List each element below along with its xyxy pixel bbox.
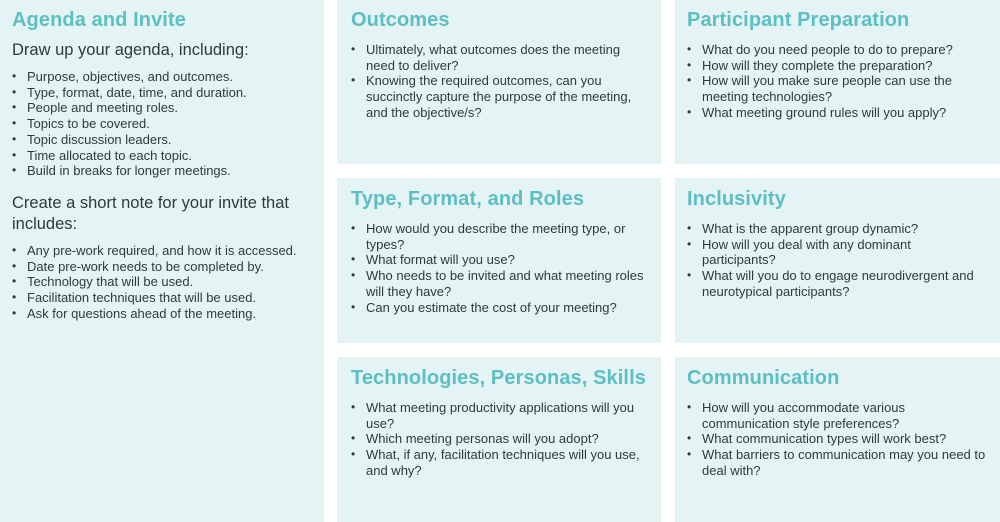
list-item: • Ultimately, what outcomes does the meeting need to deliver? bbox=[351, 42, 647, 73]
list-item: • Build in breaks for longer meetings. bbox=[12, 163, 312, 179]
list-item: • How would you describe the meeting type, or types? bbox=[351, 221, 647, 252]
communication-title: Communication bbox=[687, 367, 840, 389]
list-item: • Time allocated to each topic. bbox=[12, 148, 312, 164]
outcomes-list bbox=[351, 42, 647, 121]
list-item: • Facilitation techniques that will be used. bbox=[12, 290, 312, 306]
inclusivity-panel bbox=[675, 178, 1000, 343]
participant-preparation-panel bbox=[675, 0, 1000, 164]
list-item: • What is the apparent group dynamic? bbox=[687, 221, 988, 237]
type-format-list bbox=[351, 221, 647, 315]
list-item: • Type, format, date, time, and duration. bbox=[12, 85, 312, 101]
invite-subtitle: Create a short note for your invite that includes: bbox=[12, 193, 289, 233]
list-item: • Ask for questions ahead of the meeting. bbox=[12, 306, 312, 322]
list-item: • People and meeting roles. bbox=[12, 100, 312, 116]
list-item: • How will you make sure people can use the meeting technologies? bbox=[687, 73, 988, 104]
list-item: • Which meeting personas will you adopt? bbox=[351, 431, 647, 447]
list-item: • Knowing the required outcomes, can you succinctly capture the purpose of the meeting, and the objective/s? bbox=[351, 73, 647, 120]
list-item: • What do you need people to do to prepare? bbox=[687, 42, 988, 58]
inclusivity-list bbox=[687, 221, 988, 300]
list-item: • What meeting productivity applications will you use? bbox=[351, 400, 647, 431]
agenda-list bbox=[12, 69, 312, 179]
outcomes-title: Outcomes bbox=[351, 9, 450, 31]
type-format-roles-panel bbox=[337, 178, 661, 343]
invite-list bbox=[12, 243, 312, 322]
list-item: • How will you accommodate various communication style preferences? bbox=[687, 400, 988, 431]
list-item: • Can you estimate the cost of your meeting? bbox=[351, 300, 647, 316]
list-item: • Date pre-work needs to be completed by. bbox=[12, 259, 312, 275]
list-item: • What, if any, facilitation techniques will you use, and why? bbox=[351, 447, 647, 478]
list-item: • What communication types will work best? bbox=[687, 431, 988, 447]
outcomes-panel bbox=[337, 0, 661, 164]
agenda-subtitle: Draw up your agenda, including: bbox=[12, 41, 249, 59]
technologies-list bbox=[351, 400, 647, 479]
list-item: • Any pre-work required, and how it is accessed. bbox=[12, 243, 312, 259]
list-item: • What meeting ground rules will you apply? bbox=[687, 105, 988, 121]
list-item: • Technology that will be used. bbox=[12, 274, 312, 290]
inclusivity-title: Inclusivity bbox=[687, 188, 786, 210]
preparation-title: Participant Preparation bbox=[687, 9, 910, 31]
list-item: • Topics to be covered. bbox=[12, 116, 312, 132]
list-item: • Who needs to be invited and what meeting roles will they have? bbox=[351, 268, 647, 299]
communication-panel bbox=[675, 357, 1000, 522]
list-item: • What barriers to communication may you need to deal with? bbox=[687, 447, 988, 478]
technologies-personas-skills-panel bbox=[337, 357, 661, 522]
list-item: • How will they complete the preparation? bbox=[687, 58, 988, 74]
list-item: • What will you do to engage neurodivergent and neurotypical participants? bbox=[687, 268, 988, 299]
type-format-title: Type, Format, and Roles bbox=[351, 188, 585, 210]
list-item: • What format will you use? bbox=[351, 252, 647, 268]
list-item: • Topic discussion leaders. bbox=[12, 132, 312, 148]
list-item: • Purpose, objectives, and outcomes. bbox=[12, 69, 312, 85]
agenda-title: Agenda and Invite bbox=[12, 9, 186, 31]
list-item: • How will you deal with any dominant participants? bbox=[687, 237, 988, 268]
preparation-list bbox=[687, 42, 988, 121]
technologies-title: Technologies, Personas, Skills bbox=[351, 367, 646, 389]
communication-list bbox=[687, 400, 988, 479]
agenda-and-invite-panel bbox=[0, 0, 324, 522]
